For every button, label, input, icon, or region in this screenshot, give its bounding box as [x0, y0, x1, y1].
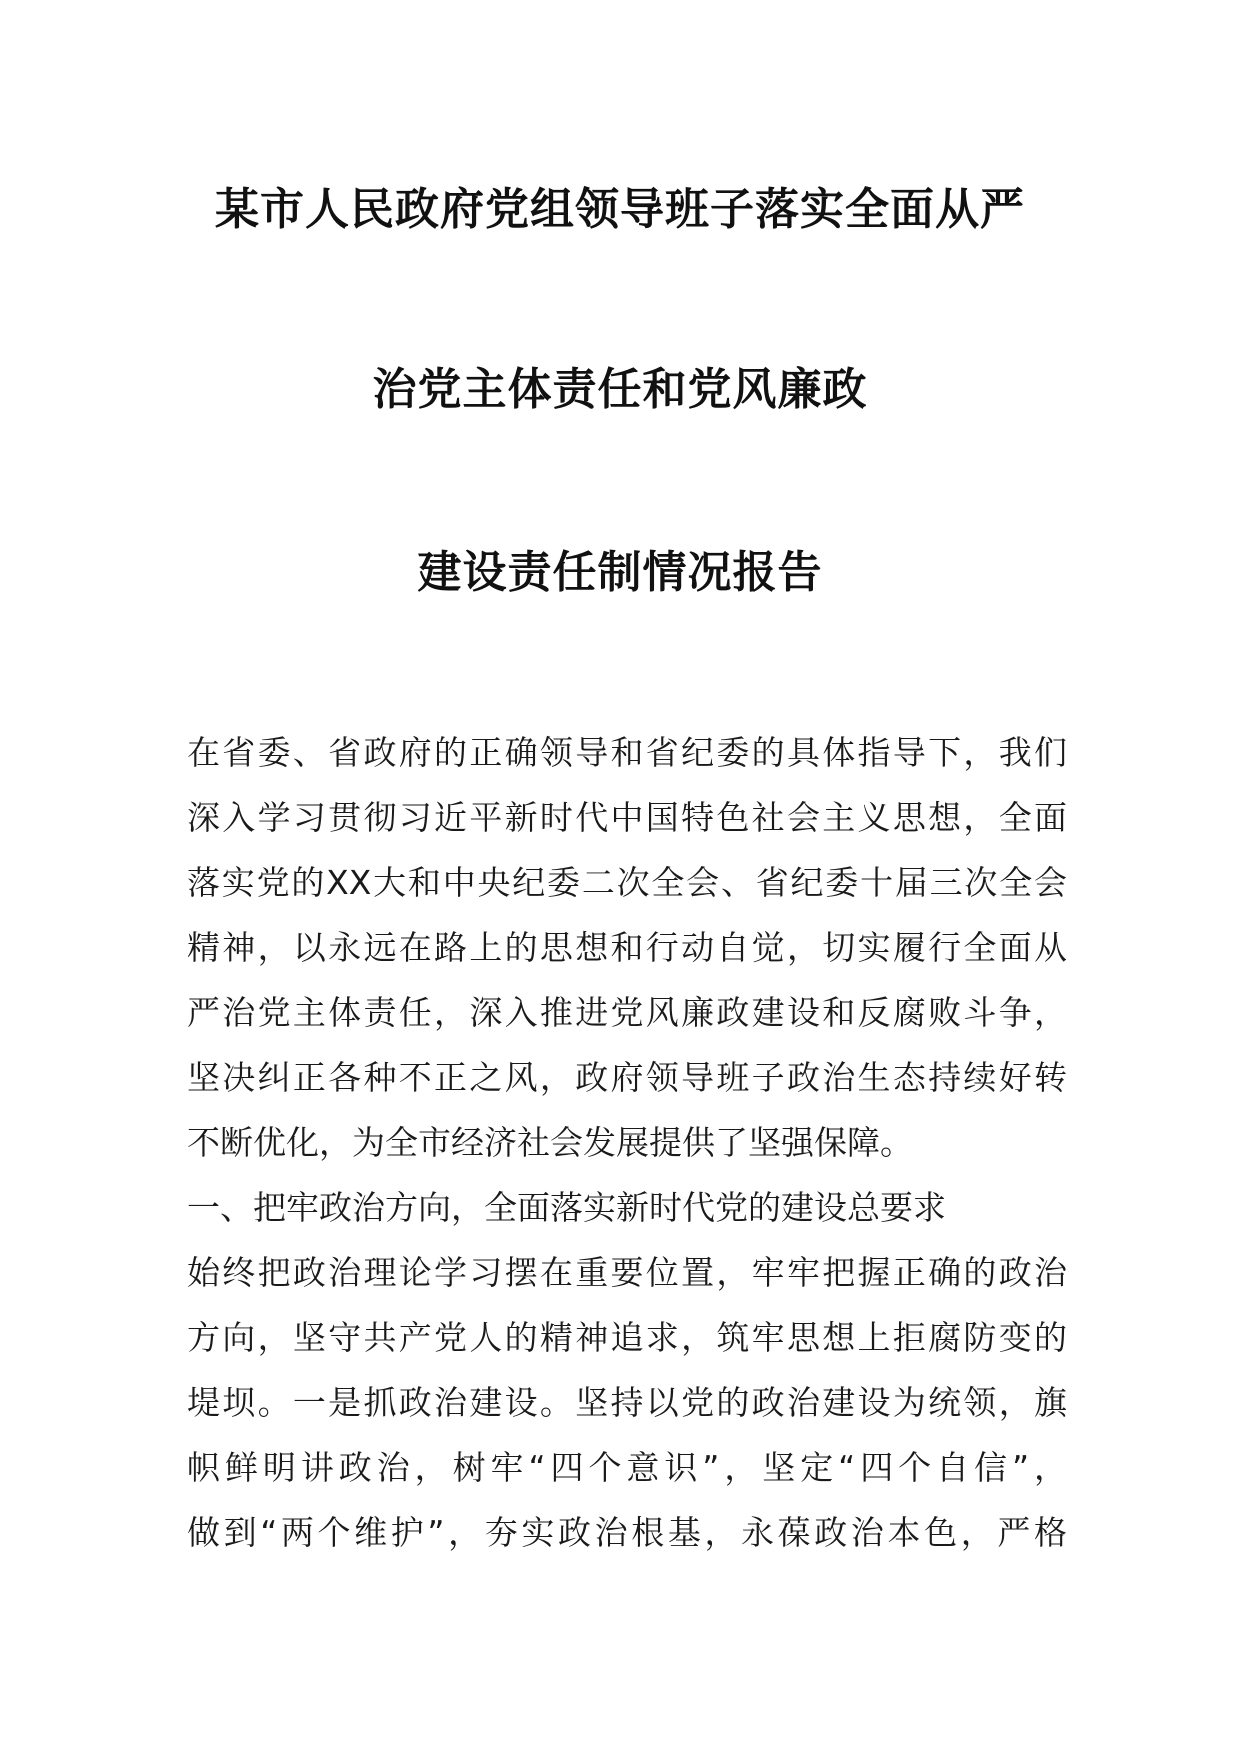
body-line: 始终把政治理论学习摆在重要位置，牢牢把握正确的政治	[187, 1253, 1067, 1292]
section-heading: 一、把牢政治方向，全面落实新时代党的建设总要求	[187, 1188, 946, 1227]
document-title-line-2: 治党主体责任和党风廉政	[372, 364, 868, 415]
body-line: 不断优化，为全市经济社会发展提供了坚强保障。	[187, 1123, 913, 1162]
body-line: 方向，坚守共产党人的精神追求，筑牢思想上拒腐防变的	[187, 1318, 1067, 1357]
body-line: 深入学习贯彻习近平新时代中国特色社会主义思想，全面	[187, 798, 1067, 837]
document-body	[187, 720, 1067, 1565]
document-title-line-3: 建设责任制情况报告	[417, 547, 823, 598]
document-title-line-1: 某市人民政府党组领导班子落实全面从严	[215, 184, 1025, 235]
body-line: 堤坝。一是抓政治建设。坚持以党的政治建设为统领，旗	[187, 1383, 1067, 1422]
body-line: 坚决纠正各种不正之风，政府领导班子政治生态持续好转	[187, 1058, 1067, 1097]
body-line: 精神，以永远在路上的思想和行动自觉，切实履行全面从	[187, 928, 1067, 967]
body-line: 在省委、省政府的正确领导和省纪委的具体指导下，我们	[187, 733, 1067, 772]
body-line: 严治党主体责任，深入推进党风廉政建设和反腐败斗争，	[187, 993, 1067, 1032]
body-line: 做到“两个维护”，夯实政治根基，永葆政治本色，严格	[187, 1513, 1067, 1552]
body-line: 落实党的XX大和中央纪委二次全会、省纪委十届三次全会	[187, 863, 1067, 902]
body-line: 帜鲜明讲政治，树牢“四个意识”，坚定“四个自信”，	[187, 1448, 1067, 1487]
